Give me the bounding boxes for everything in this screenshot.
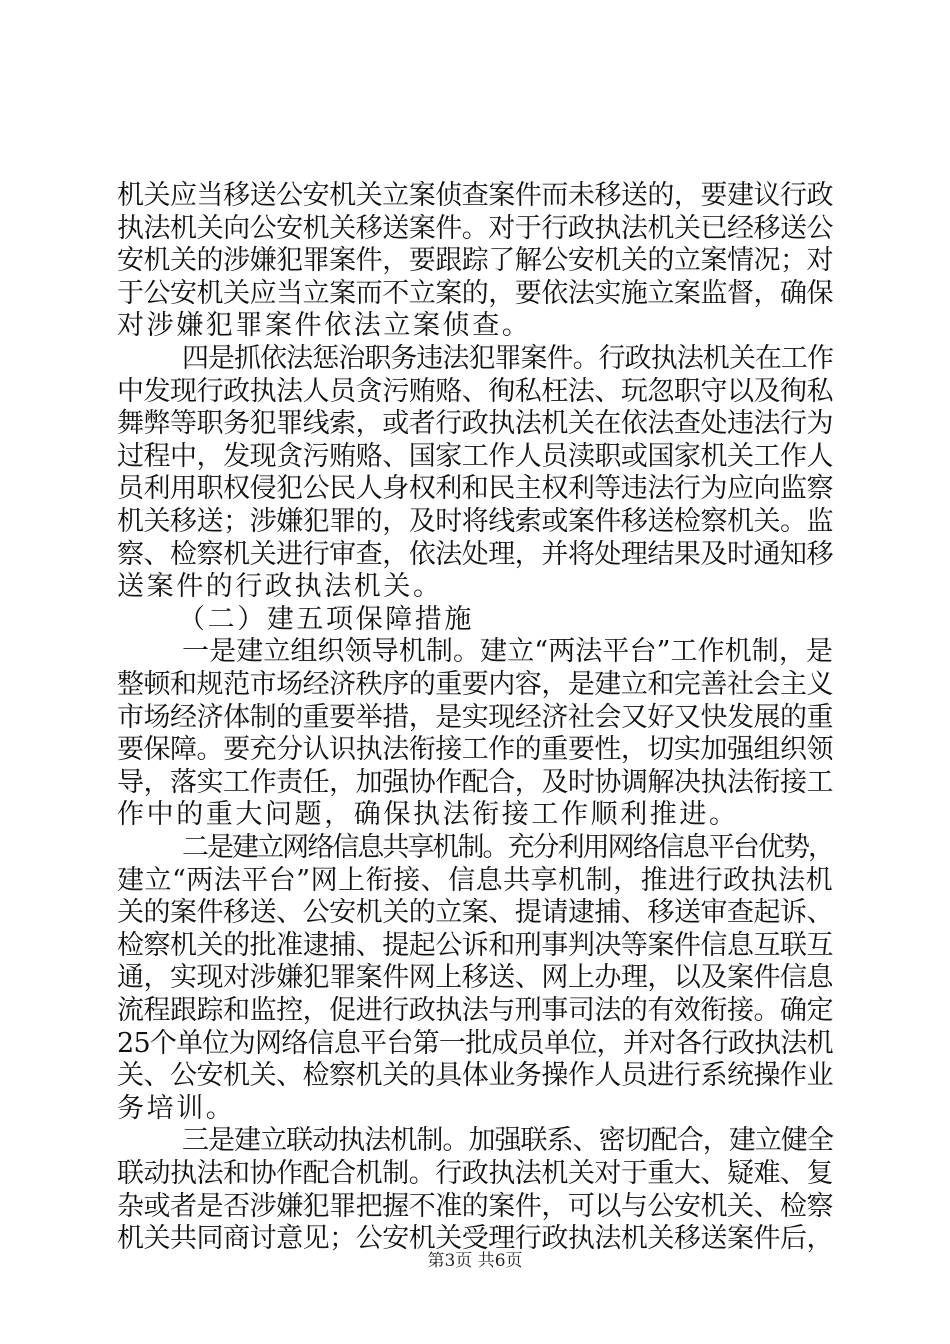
text-line: 关、公安机关、检察机关的具体业务操作人员进行系统操作业 bbox=[117, 1060, 834, 1091]
paragraph-first-line: 一是建立组织领导机制。建立“两法平台”工作机制，是 bbox=[182, 636, 834, 667]
text-line: 关的案件移送、公安机关的立案、提请逮捕、移送审查起诉、 bbox=[117, 897, 834, 928]
text-line: 整顿和规范市场经济秩序的重要内容，是建立和完善社会主义 bbox=[117, 669, 834, 700]
page-number-footer: 第3页 共6页 bbox=[427, 1251, 523, 1271]
text-line: 舞弊等职务犯罪线索，或者行政执法机关在依法查处违法行为 bbox=[117, 408, 834, 439]
text-line: 务培训。 bbox=[117, 1093, 236, 1124]
paragraph-first-line: 三是建立联动执法机制。加强联系、密切配合，建立健全 bbox=[182, 1125, 833, 1156]
section-heading: （二）建五项保障措施 bbox=[178, 604, 474, 635]
text-line: 机关应当移送公安机关立案侦查案件而未移送的，要建议行政 bbox=[117, 180, 834, 211]
paragraph-first-line: 二是建立网络信息共享机制。充分利用网络信息平台优势， bbox=[182, 832, 834, 863]
text-line: 送案件的行政执法机关。 bbox=[117, 571, 443, 602]
text-line: 检察机关的批准逮捕、提起公诉和刑事判决等案件信息互联互 bbox=[117, 930, 834, 961]
text-line: 执法机关向公安机关移送案件。对于行政执法机关已经移送公 bbox=[117, 213, 834, 244]
text-line: 杂或者是否涉嫌犯罪把握不准的案件，可以与公安机关、检察 bbox=[117, 1191, 834, 1222]
text-line: 过程中，发现贪污贿赂、国家工作人员渎职或国家机关工作人 bbox=[117, 441, 834, 472]
text-line: 察、检察机关进行审查，依法处理，并将处理结果及时通知移 bbox=[117, 539, 834, 570]
paragraph-first-line: 四是抓依法惩治职务违法犯罪案件。行政执法机关在工作 bbox=[182, 343, 833, 374]
text-line: 于公安机关应当立案而不立案的，要依法实施立案监督，确保 bbox=[117, 278, 834, 309]
text-line: 建立“两法平台”网上衔接、信息共享机制，推进行政执法机 bbox=[117, 865, 834, 896]
text-line: 通，实现对涉嫌犯罪案件网上移送、网上办理，以及案件信息 bbox=[117, 962, 834, 993]
text-line: 员利用职权侵犯公民人身权利和民主权利等违法行为应向监察 bbox=[117, 473, 834, 504]
text-line: 作中的重大问题，确保执法衔接工作顺利推进。 bbox=[117, 799, 739, 830]
text-line: 安机关的涉嫌犯罪案件，要跟踪了解公安机关的立案情况；对 bbox=[117, 245, 834, 276]
text-line: 机关移送；涉嫌犯罪的，及时将线索或案件移送检察机关。监 bbox=[117, 506, 834, 537]
text-line: 流程跟踪和监控，促进行政执法与刑事司法的有效衔接。确定 bbox=[117, 995, 834, 1026]
text-line: 联动执法和协作配合机制。行政执法机关对于重大、疑难、复 bbox=[117, 1158, 834, 1189]
text-line: 导，落实工作责任，加强协作配合，及时协调解决执法衔接工 bbox=[117, 767, 834, 798]
text-line: 机关共同商讨意见；公安机关受理行政执法机关移送案件后， bbox=[117, 1223, 834, 1254]
text-line: 25个单位为网络信息平台第一批成员单位，并对各行政执法机 bbox=[117, 1028, 833, 1059]
text-line: 对涉嫌犯罪案件依法立案侦查。 bbox=[117, 310, 532, 341]
text-line: 要保障。要充分认识执法衔接工作的重要性，切实加强组织领 bbox=[117, 734, 834, 765]
text-line: 中发现行政执法人员贪污贿赂、徇私枉法、玩忽职守以及徇私 bbox=[117, 376, 834, 407]
text-line: 市场经济体制的重要举措，是实现经济社会又好又快发展的重 bbox=[117, 702, 834, 733]
